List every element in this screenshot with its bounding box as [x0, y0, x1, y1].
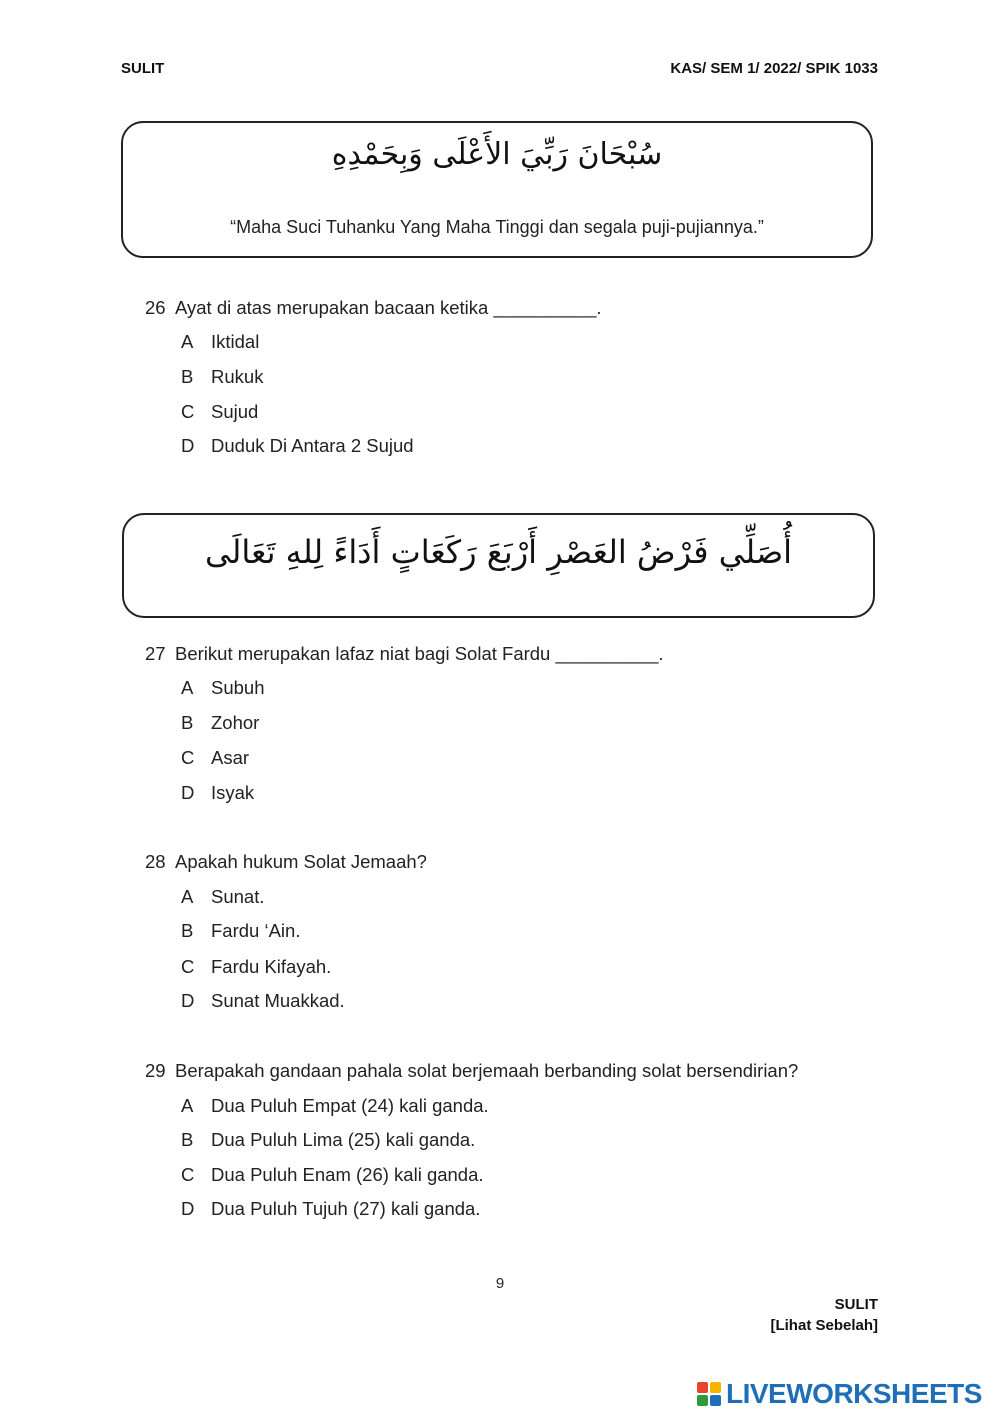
option-letter: D — [181, 990, 195, 1011]
option-letter: D — [181, 782, 195, 803]
option-text: Fardu Kifayah. — [211, 956, 332, 977]
option-28b[interactable] — [181, 920, 300, 942]
logo-grid-icon — [697, 1382, 721, 1406]
quote-box-1 — [121, 121, 873, 258]
translation-text: “Maha Suci Tuhanku Yang Maha Tinggi dan segala puji-pujiannya.” — [230, 217, 764, 237]
logo-text: LIVEWORKSHEETS — [726, 1378, 982, 1409]
option-letter: C — [181, 956, 195, 977]
option-letter: A — [181, 331, 194, 352]
question-26 — [145, 297, 602, 319]
option-27b[interactable] — [181, 712, 259, 734]
option-letter: C — [181, 401, 195, 422]
option-letter: B — [181, 366, 194, 387]
footer-next-page-label: [Lihat Sebelah] — [770, 1317, 878, 1334]
question-number: 26 — [145, 297, 166, 318]
option-text: Sunat Muakkad. — [211, 990, 345, 1011]
option-text: Dua Puluh Empat (24) kali ganda. — [211, 1095, 489, 1116]
option-text: Duduk Di Antara 2 Sujud — [211, 435, 414, 456]
option-letter: A — [181, 886, 194, 907]
option-letter: B — [181, 712, 194, 733]
option-29a[interactable] — [181, 1095, 489, 1117]
question-28 — [145, 851, 427, 873]
question-text: Apakah hukum Solat Jemaah? — [175, 851, 427, 872]
option-text: Subuh — [211, 677, 265, 698]
question-number: 27 — [145, 643, 166, 664]
option-27c[interactable] — [181, 747, 249, 769]
header-exam-code: KAS/ SEM 1/ 2022/ SPIK 1033 — [670, 60, 878, 77]
arabic-text-2: أُصَلِّي فَرْضُ العَصْرِ أَرْبَعَ رَكَعَاتٍ أَدَاءً لِلهِ تَعَالَى — [204, 533, 793, 571]
option-text: Asar — [211, 747, 250, 768]
option-28c[interactable] — [181, 956, 331, 978]
question-text: Berikut merupakan lafaz niat bagi Solat Fardu __________. — [175, 643, 664, 664]
page-number: 9 — [495, 1275, 505, 1292]
option-26b[interactable] — [181, 366, 263, 388]
question-29 — [145, 1060, 798, 1082]
question-text: Ayat di atas merupakan bacaan ketika __________. — [175, 297, 602, 318]
option-text: Dua Puluh Tujuh (27) kali ganda. — [211, 1198, 481, 1219]
option-26a[interactable] — [181, 331, 259, 353]
question-number: 28 — [145, 851, 166, 872]
option-text: Zohor — [211, 712, 260, 733]
option-letter: C — [181, 747, 195, 768]
footer-sulit-label: SULIT — [834, 1296, 878, 1313]
option-27d[interactable] — [181, 782, 254, 804]
question-text: Berapakah gandaan pahala solat berjemaah berbanding solat bersendirian? — [175, 1060, 799, 1081]
option-29c[interactable] — [181, 1164, 484, 1186]
option-26c[interactable] — [181, 401, 258, 423]
option-text: Sujud — [211, 401, 259, 422]
option-text: Dua Puluh Lima (25) kali ganda. — [211, 1129, 476, 1150]
liveworksheets-logo[interactable] — [697, 1377, 982, 1411]
option-letter: D — [181, 435, 195, 456]
quote-box-2 — [122, 513, 875, 618]
option-27a[interactable] — [181, 677, 265, 699]
option-26d[interactable] — [181, 435, 414, 457]
option-letter: C — [181, 1164, 195, 1185]
option-text: Isyak — [211, 782, 255, 803]
arabic-text-1: سُبْحَانَ رَبِّيَ الأَعْلَى وَبِحَمْدِهِ — [331, 137, 663, 172]
option-28d[interactable] — [181, 990, 345, 1012]
option-letter: D — [181, 1198, 195, 1219]
option-text: Iktidal — [211, 331, 260, 352]
option-text: Fardu ‘Ain. — [211, 920, 301, 941]
option-letter: A — [181, 1095, 194, 1116]
option-29d[interactable] — [181, 1198, 480, 1220]
question-number: 29 — [145, 1060, 166, 1081]
option-text: Dua Puluh Enam (26) kali ganda. — [211, 1164, 484, 1185]
option-text: Sunat. — [211, 886, 265, 907]
option-28a[interactable] — [181, 886, 265, 908]
option-letter: B — [181, 1129, 194, 1150]
question-27 — [145, 643, 664, 665]
option-letter: A — [181, 677, 194, 698]
option-letter: B — [181, 920, 194, 941]
option-29b[interactable] — [181, 1129, 475, 1151]
option-text: Rukuk — [211, 366, 264, 387]
header-left-label: SULIT — [121, 60, 165, 77]
